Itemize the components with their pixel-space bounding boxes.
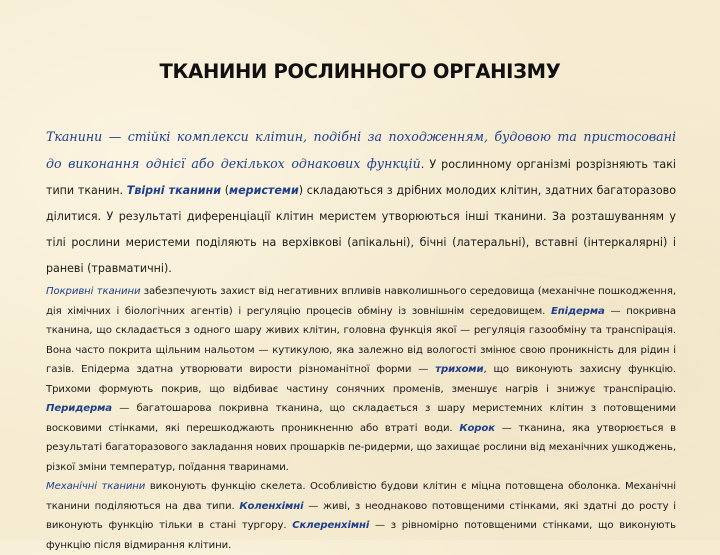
page-title: ТКАНИНИ РОСЛИННОГО ОРГАНІЗМУ <box>159 60 561 83</box>
term-collenchyma: Коленхімні <box>239 500 304 512</box>
p3-text-2: — живі, з неоднаково потовщеними стінками, які здатні до росту і виконують функцію тільки в стані тургору. <box>46 500 677 531</box>
term-trichomes: трихоми <box>435 364 484 375</box>
term-meristem-tissue: Твірні тканини <box>126 184 221 197</box>
p2-text-5: — тканина, яка утворюється в результаті багаторазового закладання нових прошарків пе-ридерми, що захищає рослини від механічних ушкоджень, різкої зміни температур, поїдання тваринами. <box>46 422 676 473</box>
p3-text-1: виконують функцію скелета. Особливістю будови клітин є міцна потовщена оболонка. Механічні тканини поділяються на два типи. <box>46 481 677 512</box>
intro-text-1: . У рослинному організмі розрізняють такі типи тканин. <box>46 158 676 197</box>
intro-text-2: ( <box>220 184 230 197</box>
body-text <box>46 124 676 555</box>
term-periderm: Перидерма <box>46 403 112 414</box>
term-epidermis: Епідерма <box>550 305 605 317</box>
intro-paragraph <box>46 124 676 282</box>
p2-text-2: — покривна тканина, що складається з одного шару живих клітин, головна функція якої — регуляція газообміну та транспірація. Вона часто покрита щільним нальотом — кутикулою, яка залежно від вологості змінює свою проникність для рідин і газів. Епідерма здатна утворювати вирости різноманітної форми — <box>46 305 676 375</box>
term-sclerenchyma: Склеренхімні <box>292 520 370 531</box>
p2-text-3: , що виконують захисну функцію. Трихоми формують покрив, що відбиває частину сонячних променів, зменшує нагрів і знижує транспірацію. <box>46 364 676 395</box>
mechanical-tissue-paragraph <box>46 477 676 555</box>
p3-text-3: — з рівномірно потовщеними стінками, що виконують функцію після відмирання клітини. <box>46 520 676 551</box>
term-meristems: меристеми <box>229 184 299 197</box>
protective-tissue-paragraph <box>46 282 676 477</box>
definition-text: Тканини — стійкі комплекси клітин, подібні за походженням, будовою та пристосовані до виконання однієї або декількох однакових функцій <box>46 129 676 171</box>
lead-protective-tissue: Покривні тканини <box>46 286 141 297</box>
p2-text-4: — багатошарова покривна тканина, що складається з шару меристемних клітин з потовщеними восковими стінками, які перешкоджають проникненню або втраті води. <box>46 403 676 434</box>
term-cork: Корок <box>459 422 496 434</box>
intro-text-3: ) складаються з дрібних молодих клітин, здатних багаторазово ділитися. У результаті диференціації клітин меристем утворюються інші тканини. За розташуванням у тілі рослини меристеми поділяють на верхівкові (апікальні), бічні (латеральні), вставні (інтеркалярні) і раневі (травматичні). <box>46 184 676 275</box>
lead-mechanical-tissue: Механічні тканини <box>46 481 146 492</box>
p2-text-1: забезпечують захист від негативних впливів навколишнього середовища (механічне пошкодження, дія хімічних і біологічних агентів) і регуляцію процесів обміну із зовнішнім середовищем. <box>46 286 676 317</box>
